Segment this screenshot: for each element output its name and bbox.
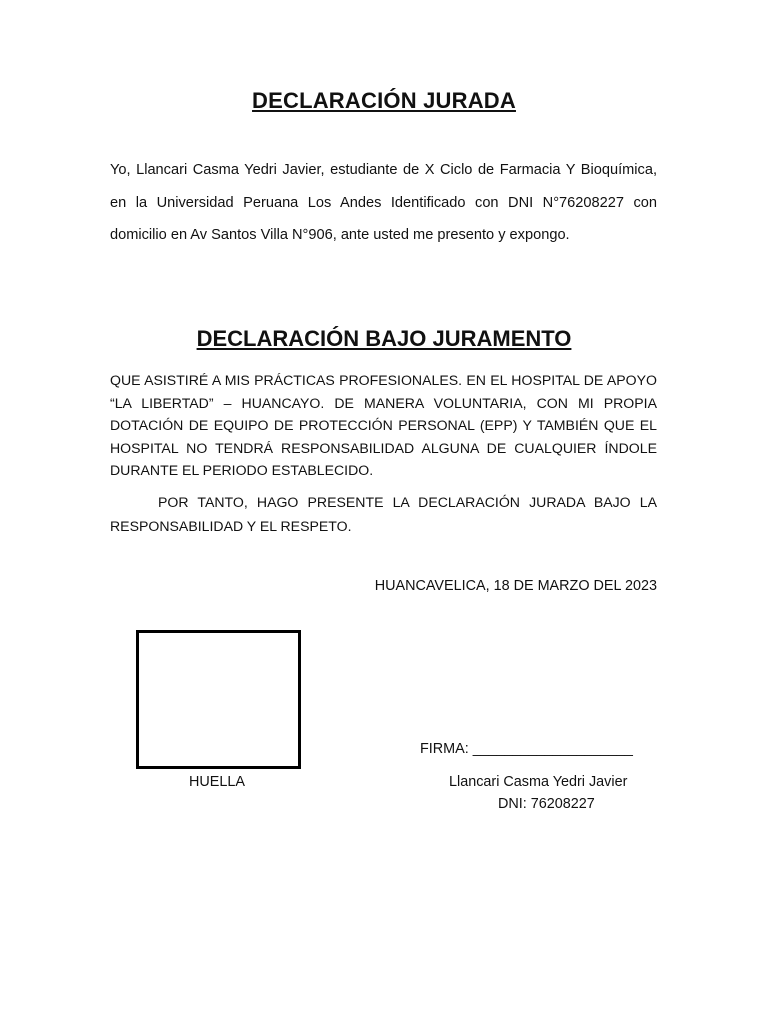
fingerprint-box [136, 630, 301, 769]
signer-name: Llancari Casma Yedri Javier [449, 774, 628, 790]
fingerprint-label: HUELLA [189, 774, 245, 790]
place-date: HUANCAVELICA, 18 DE MARZO DEL 2023 [374, 578, 657, 594]
section-title: DECLARACIÓN BAJO JURAMENTO [196, 326, 572, 351]
signature-line: FIRMA: ____________________ [420, 741, 633, 757]
declaration-paragraph: QUE ASISTIRÉ A MIS PRÁCTICAS PROFESIONALES. EN EL HOSPITAL DE APOYO “LA LIBERTAD” – HUANCAYO. DE MANERA VOLUNTARIA, CON MI PROPIA DOTACIÓN DE EQUIPO DE PROTECCIÓN PERSONAL (EPP) Y TAMBIÉN QUE EL HOSPITAL NO TENDRÁ RESPONSABILIDAD ALGUNA DE CUALQUIER ÍNDOLE DURANTE EL PERIODO ESTABLECIDO. [110, 372, 657, 478]
signer-dni: DNI: 76208227 [498, 796, 595, 812]
closing-paragraph: POR TANTO, HAGO PRESENTE LA DECLARACIÓN JURADA BAJO LA RESPONSABILIDAD Y EL RESPETO. [110, 494, 657, 534]
intro-paragraph: Yo, Llancari Casma Yedri Javier, estudiante de X Ciclo de Farmacia Y Bioquímica, en la Universidad Peruana Los Andes Identificado con DNI N°76208227 con domicilio en Av Santos Villa N°906, ante usted me presento y expongo. [110, 162, 657, 243]
document-title: DECLARACIÓN JURADA [252, 88, 516, 113]
